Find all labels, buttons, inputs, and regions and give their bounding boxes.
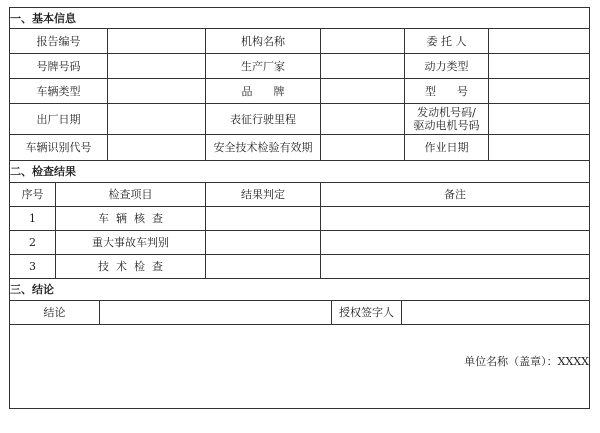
label-safety-validity: 安全技术检验有效期 [206, 135, 321, 161]
field-safety-validity[interactable] [321, 135, 405, 161]
unit-seal-label: 单位名称（盖章）：XXXX [464, 355, 589, 368]
report-form [9, 7, 589, 423]
inspection-results-table [9, 160, 590, 279]
field-vin[interactable] [108, 135, 206, 161]
label-conclusion: 结论 [10, 301, 100, 325]
label-engine-no-line1: 发动机号码/ [417, 106, 476, 119]
header-result: 结果判定 [206, 183, 321, 207]
label-plate-no: 号牌号码 [10, 54, 108, 79]
label-model: 型 号 [405, 79, 489, 104]
field-model[interactable] [489, 79, 590, 104]
label-production-date: 出厂日期 [10, 104, 108, 135]
field-work-date[interactable] [489, 135, 590, 161]
field-plate-no[interactable] [108, 54, 206, 79]
field-org-name[interactable] [321, 29, 405, 54]
label-engine-no-line2: 驱动电机号码 [413, 119, 480, 132]
table-row [10, 207, 590, 231]
row-item: 技 术 检 查 [56, 255, 206, 279]
row-item: 车 辆 核 查 [56, 207, 206, 231]
conclusion-table [9, 278, 590, 409]
label-odometer: 表征行驶里程 [206, 104, 321, 135]
field-note-2[interactable] [321, 231, 590, 255]
section-title-basic-info: 一、基本信息 [10, 8, 590, 29]
field-result-1[interactable] [206, 207, 321, 231]
field-brand[interactable] [321, 79, 405, 104]
row-seq: 2 [10, 231, 56, 255]
field-report-no[interactable] [108, 29, 206, 54]
label-vehicle-type: 车辆类型 [10, 79, 108, 104]
header-item: 检查项目 [56, 183, 206, 207]
header-seq: 序号 [10, 183, 56, 207]
label-org-name: 机构名称 [206, 29, 321, 54]
field-result-2[interactable] [206, 231, 321, 255]
field-odometer[interactable] [321, 104, 405, 135]
field-note-1[interactable] [321, 207, 590, 231]
basic-info-table [9, 7, 590, 161]
field-signer[interactable] [402, 301, 590, 325]
section-title-conclusion: 三、结论 [10, 279, 590, 301]
table-row [10, 255, 590, 279]
field-vehicle-type[interactable] [108, 79, 206, 104]
field-note-3[interactable] [321, 255, 590, 279]
field-manufacturer[interactable] [321, 54, 405, 79]
label-client: 委 托 人 [405, 29, 489, 54]
field-conclusion[interactable] [100, 301, 332, 325]
header-note: 备注 [321, 183, 590, 207]
label-power-type: 动力类型 [405, 54, 489, 79]
label-signer: 授权签字人 [332, 301, 402, 325]
label-report-no: 报告编号 [10, 29, 108, 54]
section-title-inspection-results: 二、检查结果 [10, 161, 590, 183]
field-result-3[interactable] [206, 255, 321, 279]
row-item: 重大事故车判别 [56, 231, 206, 255]
table-row [10, 231, 590, 255]
row-seq: 1 [10, 207, 56, 231]
label-vin: 车辆识别代号 [10, 135, 108, 161]
label-manufacturer: 生产厂家 [206, 54, 321, 79]
field-production-date[interactable] [108, 104, 206, 135]
field-client[interactable] [489, 29, 590, 54]
label-work-date: 作业日期 [405, 135, 489, 161]
label-engine-no [405, 104, 489, 135]
field-power-type[interactable] [489, 54, 590, 79]
row-seq: 3 [10, 255, 56, 279]
label-brand: 品 牌 [206, 79, 321, 104]
field-engine-no[interactable] [489, 104, 590, 135]
seal-area [10, 325, 590, 409]
